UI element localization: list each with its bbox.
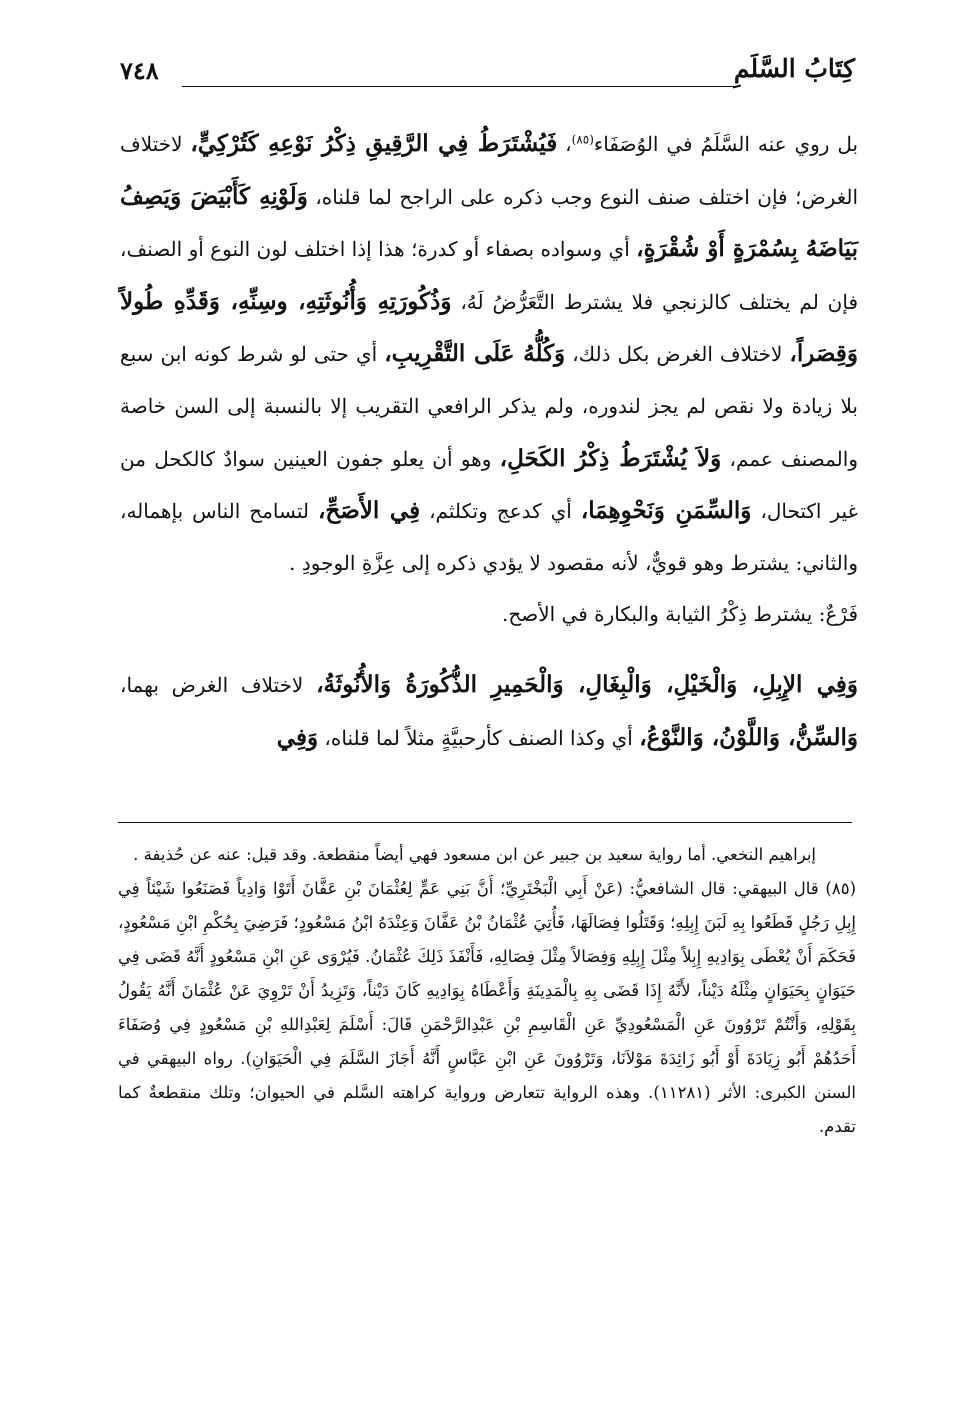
text-run: أي وسواده بصفاء أو كدرة؛ هذا إذا اختلف لون النوع أو الصنف، فإن لم يختلف كالزنجي فلا يشترط التَّعَرُّضُ لَهُ،: [120, 237, 859, 314]
main-paragraph: [120, 118, 858, 589]
matn-text: فِي الأَصَحِّ،: [317, 497, 421, 525]
footnote-reference: (٨٥): [571, 132, 594, 147]
page-number: ٧٤٨: [120, 56, 159, 85]
main-paragraph: [120, 659, 858, 764]
footnote-number: (٨٥): [825, 879, 856, 898]
matn-text: وَلاَ يُشْتَرَطُ ذِكْرُ الكَحَلِ،: [499, 444, 722, 472]
header-rule: [182, 86, 740, 87]
matn-text: وَلَوْنِهِ كَأَبْيَضَ وَيَصِفُ بَيَاضَهُ بِسُمْرَةٍ أَوْ شُقْرَةٍ،: [120, 182, 858, 263]
branch-note: فَرْعٌ: يشترط ذِكْرُ الثيابة والبكارة في الأصح.: [501, 602, 858, 627]
main-text: [120, 118, 858, 764]
footnote-text: قال البيهقي: قال الشافعيُّ: (عَنْ أَبِي الْبَخْتَرِيِّ؛ أَنَّ بَنِي عَمٍّ لِعُثْمَانَ بْنِ عَفَّانَ أَتَوْا وَادِياً فَصَنَعُوا شَيْئاً فِي إِبِلِ رَجُلٍ قَطَعُوا بِهِ لَبَنَ إِبِلِهِ؛ وَقَتَلُوا فِصَالَهَا، فَأُتِيَ عُثْمَانُ بْنُ عَفَّانَ وَعِنْدَهُ ابْنُ مَسْعُودٍ؛ فَرَضِيَ بِحُكْمِ ابْنِ مَسْعُودٍ، فَحَكَمَ أَنْ يُعْطَى بِوَادِيهِ إِبِلاً مِثْلَ إِبِلِهِ وَفِصَالاً مِثْلَ فِصَالِهِ، فَأَنْفَذَ ذَلِكَ عُثْمَانُ. فَيُرْوَى عَنِ ابْنِ مَسْعُودٍ أَنَّهُ قَضَى فِي حَيَوَانٍ بِحَيَوَانٍ مِثْلَهُ دَيْناً، لأَنَّهُ إِذَا قَضَى بِهِ بِالْمَدِينَةِ وَأَعْطَاهُ بِوَادِيهِ كَانَ دَيْناً، وَتَزِيدُ أَنْ تَرْوِيَ عَنْ عُثْمَانَ أَنَّهُ يَقُولُ بِقَوْلِهِ، وَأَنْتُمْ تَرْوُونَ عَنِ الْمَسْعُودِيِّ عَنِ الْقَاسِمِ بْنِ عَبْدِالرَّحْمَنِ قَالَ: أَسْلَمَ لِعَبْدِاللهِ بْنِ مَسْعُودٍ فِي وُصَفَاءَ أَحَدُهُمْ أَبُو زِيَادَةَ أَوْ أَبُو زَائِدَةَ مَوْلاَنَا، وَتَرْوُونَ عَنِ ابْنِ عَبَّاسٍ أَنَّهُ أَجَازَ السَّلَمَ فِي الْحَيَوَانِ). رواه البيهقي في السنن الكبرى: الأثر (١١٢٨١). وهذه الرواية تتعارض ورواية كراهته السَّلم في الحيوان؛ وتلك منقطعةٌ كما تقدم.: [118, 879, 857, 1136]
running-title: كِتَابُ السَّلَمِ: [733, 54, 855, 83]
text-run: لتسامح الناس بإهماله، والثاني: يشترط وهو قويٌّ، لأنه مقصود لا يؤدي ذكره إلى عِزَّةِ الوجودِ .: [120, 499, 858, 575]
text-run: أي كدعج وتكلثم،: [420, 499, 581, 524]
text-run: لاختلاف الغرض بهما،: [120, 672, 317, 697]
text-run: ،: [557, 132, 572, 156]
footnote-separator: [118, 822, 852, 823]
text-run: لاختلاف الغرض بكل ذلك،: [565, 342, 790, 367]
footnote-continuation: إبراهيم النخعي. أما رواية سعيد بن جبير عن ابن مسعود فهي أيضاً منقطعة. وقد قيل: عنه عن حُذيفة .: [133, 845, 816, 864]
footnotes: [118, 838, 856, 1144]
matn-text: وَذُكُورَتِهِ وَأُنُوثَتِهِ، وسِنِّهِ، وَقَدِّهِ طُولاً وَقِصَراً،: [120, 287, 858, 368]
matn-text: فَيُشْتَرَطُ فِي الرَّقِيقِ ذِكْرُ نَوْعِهِ كَتُرْكِيٍّ،: [190, 130, 558, 157]
text-run: أي وكذا الصنف كأرحبيَّةٍ مثلاً لما قلناه،: [318, 725, 640, 750]
matn-text: وَالسِّمَنِ وَنَحْوِهِمَا،: [580, 497, 752, 525]
matn-text: وَالسِّنُّ، وَاللَّوْنُ، وَالنَّوْعُ،: [639, 723, 858, 751]
matn-text: وَفِي الإِبِلِ، وَالْخَيْلِ، وَالْبِغَالِ، وَالْحَمِيرِ الذُّكُورَةُ وَالأُنُوثَةُ،: [316, 670, 858, 698]
page-header: [120, 52, 855, 100]
text-run: لاختلاف الغرض؛ فإن اختلف صنف النوع وجب ذكره على الراجح لما قلناه،: [120, 132, 859, 209]
text-run: أي حتى لو شرط كونه ابن سبع بلا زيادة ولا نقص لم يجز لندوره، ولم يذكر الرافعي التقريب إلا بالنسبة إلى السن خاصة والمصنف عمم،: [120, 342, 858, 471]
matn-text: وَفِي: [276, 723, 319, 751]
text-run: وهو أن يعلو جفون العينين سوادٌ كالكحل من غير اكتحال،: [120, 446, 858, 524]
text-run: بل روي عنه السَّلَمُ في الوُصَفَاء: [593, 132, 859, 156]
matn-text: وَكُلُّهُ عَلَى التَّقْرِيبِ،: [384, 340, 566, 368]
footnote-85: [118, 872, 856, 1144]
